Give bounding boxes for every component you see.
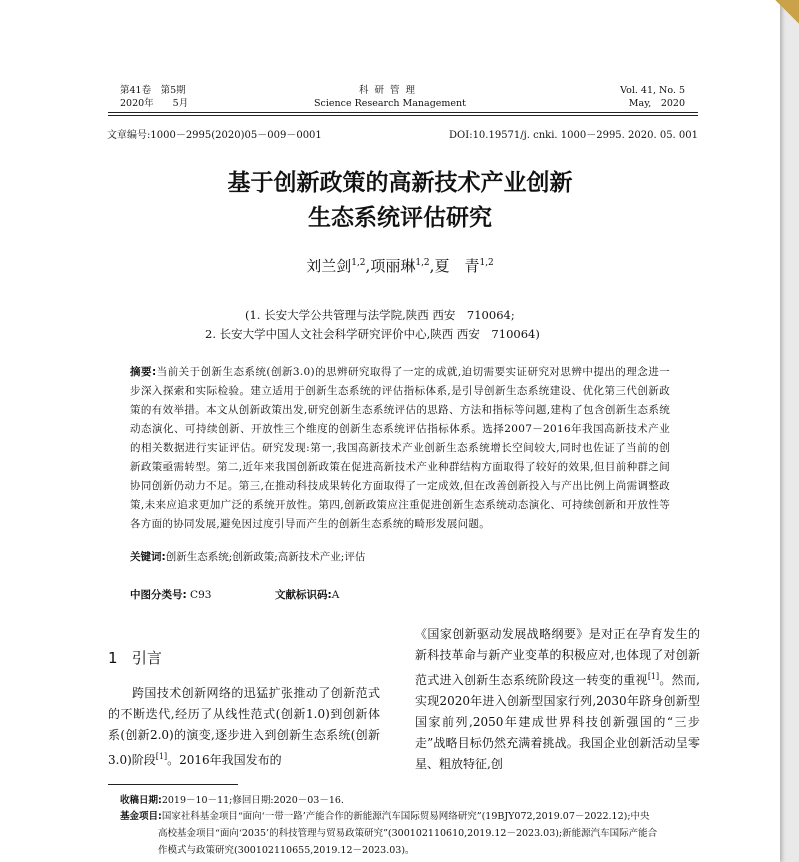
author-2-affil: 1,2 <box>415 258 430 268</box>
affiliation-2: 2. 长安大学中国人文社会科学研究评价中心,陕西 西安 710064) <box>205 327 540 341</box>
author-2: 项丽琳 <box>370 257 416 275</box>
section-title: 引言 <box>131 649 162 667</box>
body-left-text-2: 。2016年我国发布的 <box>167 753 282 767</box>
author-separator: , <box>365 257 371 275</box>
body-column-right <box>415 624 700 775</box>
body-column-left <box>108 683 380 771</box>
keywords <box>130 549 365 564</box>
section-heading <box>108 647 162 668</box>
clc-value: C93 <box>190 589 212 601</box>
footnote-divider <box>108 784 238 785</box>
title-line-2: 生态系统评估研究 <box>308 205 492 231</box>
citation-ref: [1] <box>155 752 168 761</box>
author-list <box>0 255 799 276</box>
author-3-affil: 1,2 <box>479 258 494 268</box>
fund-text-2: 高校基金项目“面向‘2035’的科技管理与贸易政策研究”(300102110610,2019.12－2023.03);新能源汽车国际产能合 <box>158 828 658 839</box>
received-value: 2019－10－11;修回日期:2020－03－16. <box>161 795 344 806</box>
fund-label: 基金项目: <box>120 811 162 822</box>
paper-title <box>0 166 799 236</box>
document-code <box>275 587 339 602</box>
header-divider-top <box>108 112 698 113</box>
journal-name-en: Science Research Management <box>314 98 466 109</box>
journal-issue-en <box>620 84 685 110</box>
body-left-text: 跨国技术创新网络的迅猛扩张推动了创新范式的不断迭代,经历了从线性范式(创新1.0)到创新体系(创新2.0)的演变,逐步进入到创新生态系统(创新3.0)阶段 <box>108 686 380 767</box>
page-corner-fold <box>775 0 799 24</box>
section-number: 1 <box>108 649 118 667</box>
doc-code-value: A <box>331 589 340 601</box>
affiliation-1: (1. 长安大学公共管理与法学院,陕西 西安 710064; <box>245 308 515 322</box>
author-3: 夏 青 <box>434 257 480 275</box>
article-number: 文章编号:1000－2995(2020)05－009－0001 <box>107 130 322 141</box>
affiliations <box>205 306 540 344</box>
doi: DOI:10.19571/j. cnki. 1000－2995. 2020. 05. 001 <box>449 130 698 141</box>
volume-issue: 第41卷 第5期 <box>120 85 186 96</box>
received-date <box>120 792 344 809</box>
citation-ref: [1] <box>647 672 660 681</box>
doc-code-label: 文献标识码: <box>275 589 332 601</box>
received-label: 收稿日期: <box>120 795 162 806</box>
body-right-text-2: 。然而,实现2020年进入创新型国家行列,2030年跻身创新型国家前列,2050年建成世界科技创新强国的“三步走”战略目标仍然充满着挑战。我国企业创新活动呈零星、粗放特征,创 <box>415 673 700 771</box>
clc-number <box>130 587 211 602</box>
fund-text: 国家社科基金项目“面向‘一带一路’产能合作的新能源汽车国际贸易网络研究”(19BJY072,2019.07－2022.12);中央 <box>161 811 650 822</box>
abstract-text: 当前关于创新生态系统(创新3.0)的思辨研究取得了一定的成就,迫切需要实证研究对思辨中提出的理念进一步深入探索和实际检验。建立适用于创新生态系统的评估指标体系,是引导创新生态系统建设、优化第三代创新政策的有效举措。本文从创新政策出发,研究创新生态系统评估的思路、方法和指标等问题,建构了包含创新生态系统动态演化、可持续创新、开放性三个维度的创新生态系统评估指标体系。选择2007－2016年我国高新技术产业的相关数据进行实证评估。研究发现:第一,我国高新技术产业创新生态系统增长空间较大,同时也佐证了当前的创新政策亟需转型。第二,近年来我国创新政策在促进高新技术产业种群结构方面取得了较好的效果,但目前种群之间协同创新仍动力不足。第三,在推动科技成果转化方面取得了一定成效,但在改善创新投入与产出比例上尚需调整政策,未来应追求更加广泛的系统开放性。第四,创新政策应注重促进创新生态系统动态演化、可持续创新和开放性等各方面的协同发展,避免因过度引导而产生的创新生态系统的畸形发展问题。 <box>130 366 670 530</box>
fund-text-3: 作模式与政策研究(300102110655,2019.12－2023.03)。 <box>158 845 415 856</box>
author-1-affil: 1,2 <box>351 258 366 268</box>
issue-date: 2020年 5月 <box>120 98 189 109</box>
volume-issue-en: Vol. 41, No. 5 <box>620 85 685 96</box>
abstract-label: 摘要: <box>130 366 157 378</box>
keywords-text: 创新生态系统;创新政策;高新技术产业;评估 <box>165 551 366 563</box>
body-right-text: 《国家创新驱动发展战略纲要》是对正在孕育发生的新科技革命与新产业变革的积极应对,也体现了对创新范式进入创新生态系统阶段这一转变的重视 <box>415 627 700 687</box>
author-1: 刘兰剑 <box>306 257 352 275</box>
clc-label: 中图分类号: <box>130 589 187 601</box>
keywords-label: 关键词: <box>130 551 166 563</box>
journal-name-cn: 科研管理 <box>358 85 421 96</box>
author-separator: , <box>429 257 435 275</box>
issue-date-en: May, 2020 <box>628 98 685 109</box>
header-divider-bottom <box>108 115 698 116</box>
title-line-1: 基于创新政策的高新技术产业创新 <box>227 170 573 196</box>
fund-info <box>120 808 705 859</box>
abstract <box>130 363 670 534</box>
